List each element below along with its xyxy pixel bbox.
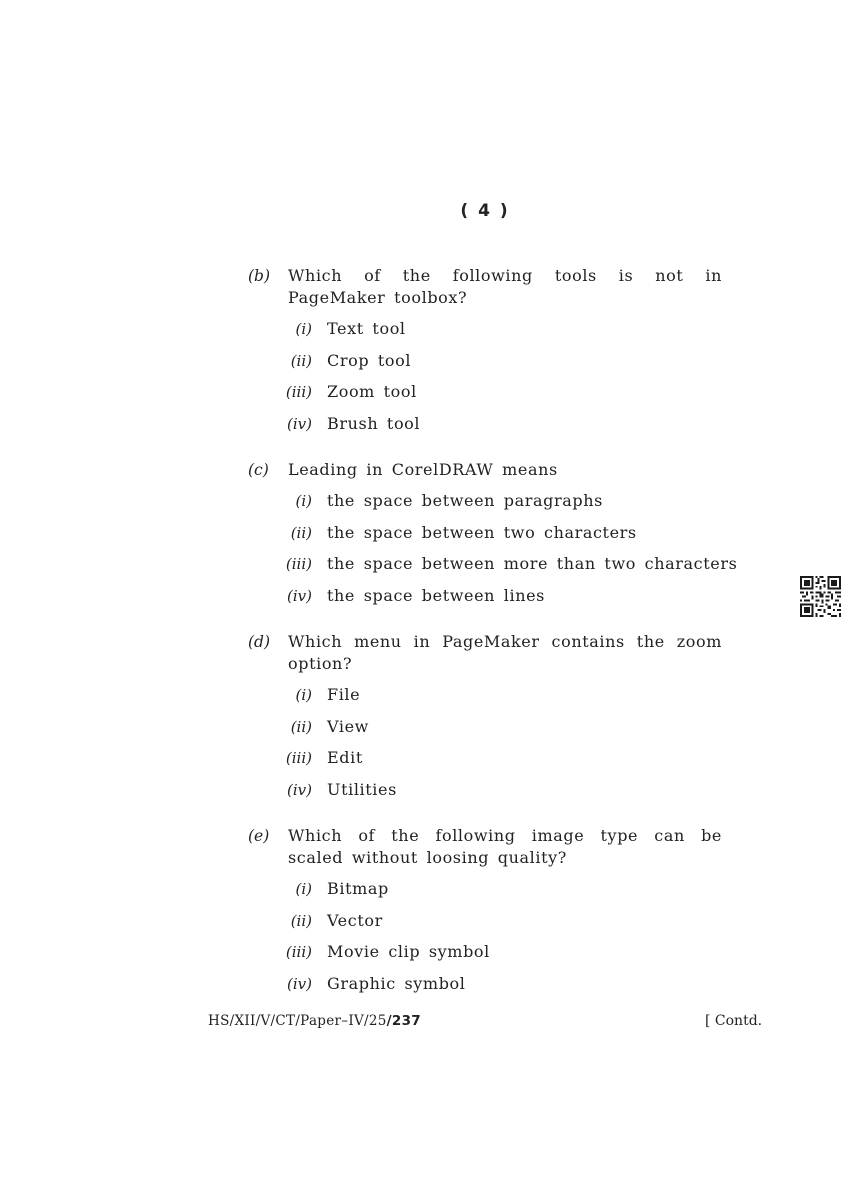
option-number: (iii): [285, 943, 312, 961]
option-text: Bitmap: [327, 879, 389, 898]
question-label: (e): [248, 827, 270, 845]
option-item: [248, 779, 722, 811]
option-text: File: [327, 685, 361, 704]
options-list: [248, 318, 722, 444]
option-number: (i): [295, 492, 312, 510]
option-item: [248, 878, 722, 910]
option-item: [248, 413, 722, 445]
qr-code-icon: [800, 576, 841, 617]
option-number: (iv): [287, 780, 312, 799]
paper-code-text: HS/XII/V/CT/Paper–IV/25: [208, 1013, 387, 1029]
option-text: Vector: [327, 910, 383, 930]
option-item: [248, 490, 722, 522]
question-b: [248, 265, 722, 444]
question-label: (b): [248, 267, 271, 285]
option-item: [248, 350, 722, 382]
question-e: [248, 825, 722, 1004]
option-text: Crop tool: [327, 350, 412, 370]
option-item: [248, 553, 738, 585]
option-number: (ii): [290, 911, 312, 930]
option-number: (iii): [285, 555, 312, 573]
option-number: (i): [295, 686, 312, 704]
option-number: (ii): [290, 351, 312, 370]
option-number: (i): [295, 880, 312, 898]
paper-code-number: /237: [386, 1013, 421, 1029]
option-number: (iii): [285, 383, 312, 401]
option-text: Brush tool: [327, 413, 421, 433]
option-item: [248, 747, 722, 779]
option-number: (ii): [290, 523, 312, 542]
paper-code: [208, 1013, 421, 1029]
option-text: the space between lines: [327, 585, 545, 605]
question-d: [248, 631, 722, 810]
options-list: [248, 490, 738, 616]
question-label: (d): [248, 633, 271, 651]
option-text: Zoom tool: [327, 382, 417, 401]
option-text: Utilities: [327, 779, 397, 799]
option-text: Graphic symbol: [327, 973, 466, 993]
question-text: Which menu in PageMaker contains the zoom option?: [288, 632, 722, 673]
question-text: Which of the following tools is not in PageMaker toolbox?: [288, 266, 722, 307]
option-number: (iii): [285, 749, 312, 767]
option-text: View: [327, 716, 369, 736]
option-number: (ii): [290, 717, 312, 736]
option-text: the space between paragraphs: [327, 491, 603, 510]
page-number: ( 4 ): [460, 201, 510, 221]
options-list: [248, 684, 722, 810]
question-text: Which of the following image type can be scaled without loosing quality?: [288, 826, 722, 867]
option-number: (iv): [287, 414, 312, 433]
option-item: [248, 973, 722, 1005]
option-item: [248, 684, 722, 716]
question-label: (c): [248, 461, 269, 479]
options-list: [248, 878, 722, 1004]
option-item: [248, 381, 722, 413]
option-item: [248, 716, 722, 748]
question-c: [248, 459, 738, 616]
option-text: Movie clip symbol: [327, 942, 490, 961]
option-item: [248, 910, 722, 942]
option-item: [248, 941, 722, 973]
option-item: [248, 585, 722, 617]
option-number: (iv): [287, 586, 312, 605]
option-text: Text tool: [327, 319, 406, 338]
option-item: [248, 522, 722, 554]
option-item: [248, 318, 722, 350]
option-text: Edit: [327, 748, 363, 767]
question-text: Leading in CorelDRAW means: [288, 460, 558, 479]
option-number: (iv): [287, 974, 312, 993]
option-text: the space between two characters: [327, 522, 637, 542]
option-text: the space between more than two characters: [327, 554, 738, 573]
contd-label: [ Contd.: [705, 1013, 763, 1029]
option-number: (i): [295, 320, 312, 338]
